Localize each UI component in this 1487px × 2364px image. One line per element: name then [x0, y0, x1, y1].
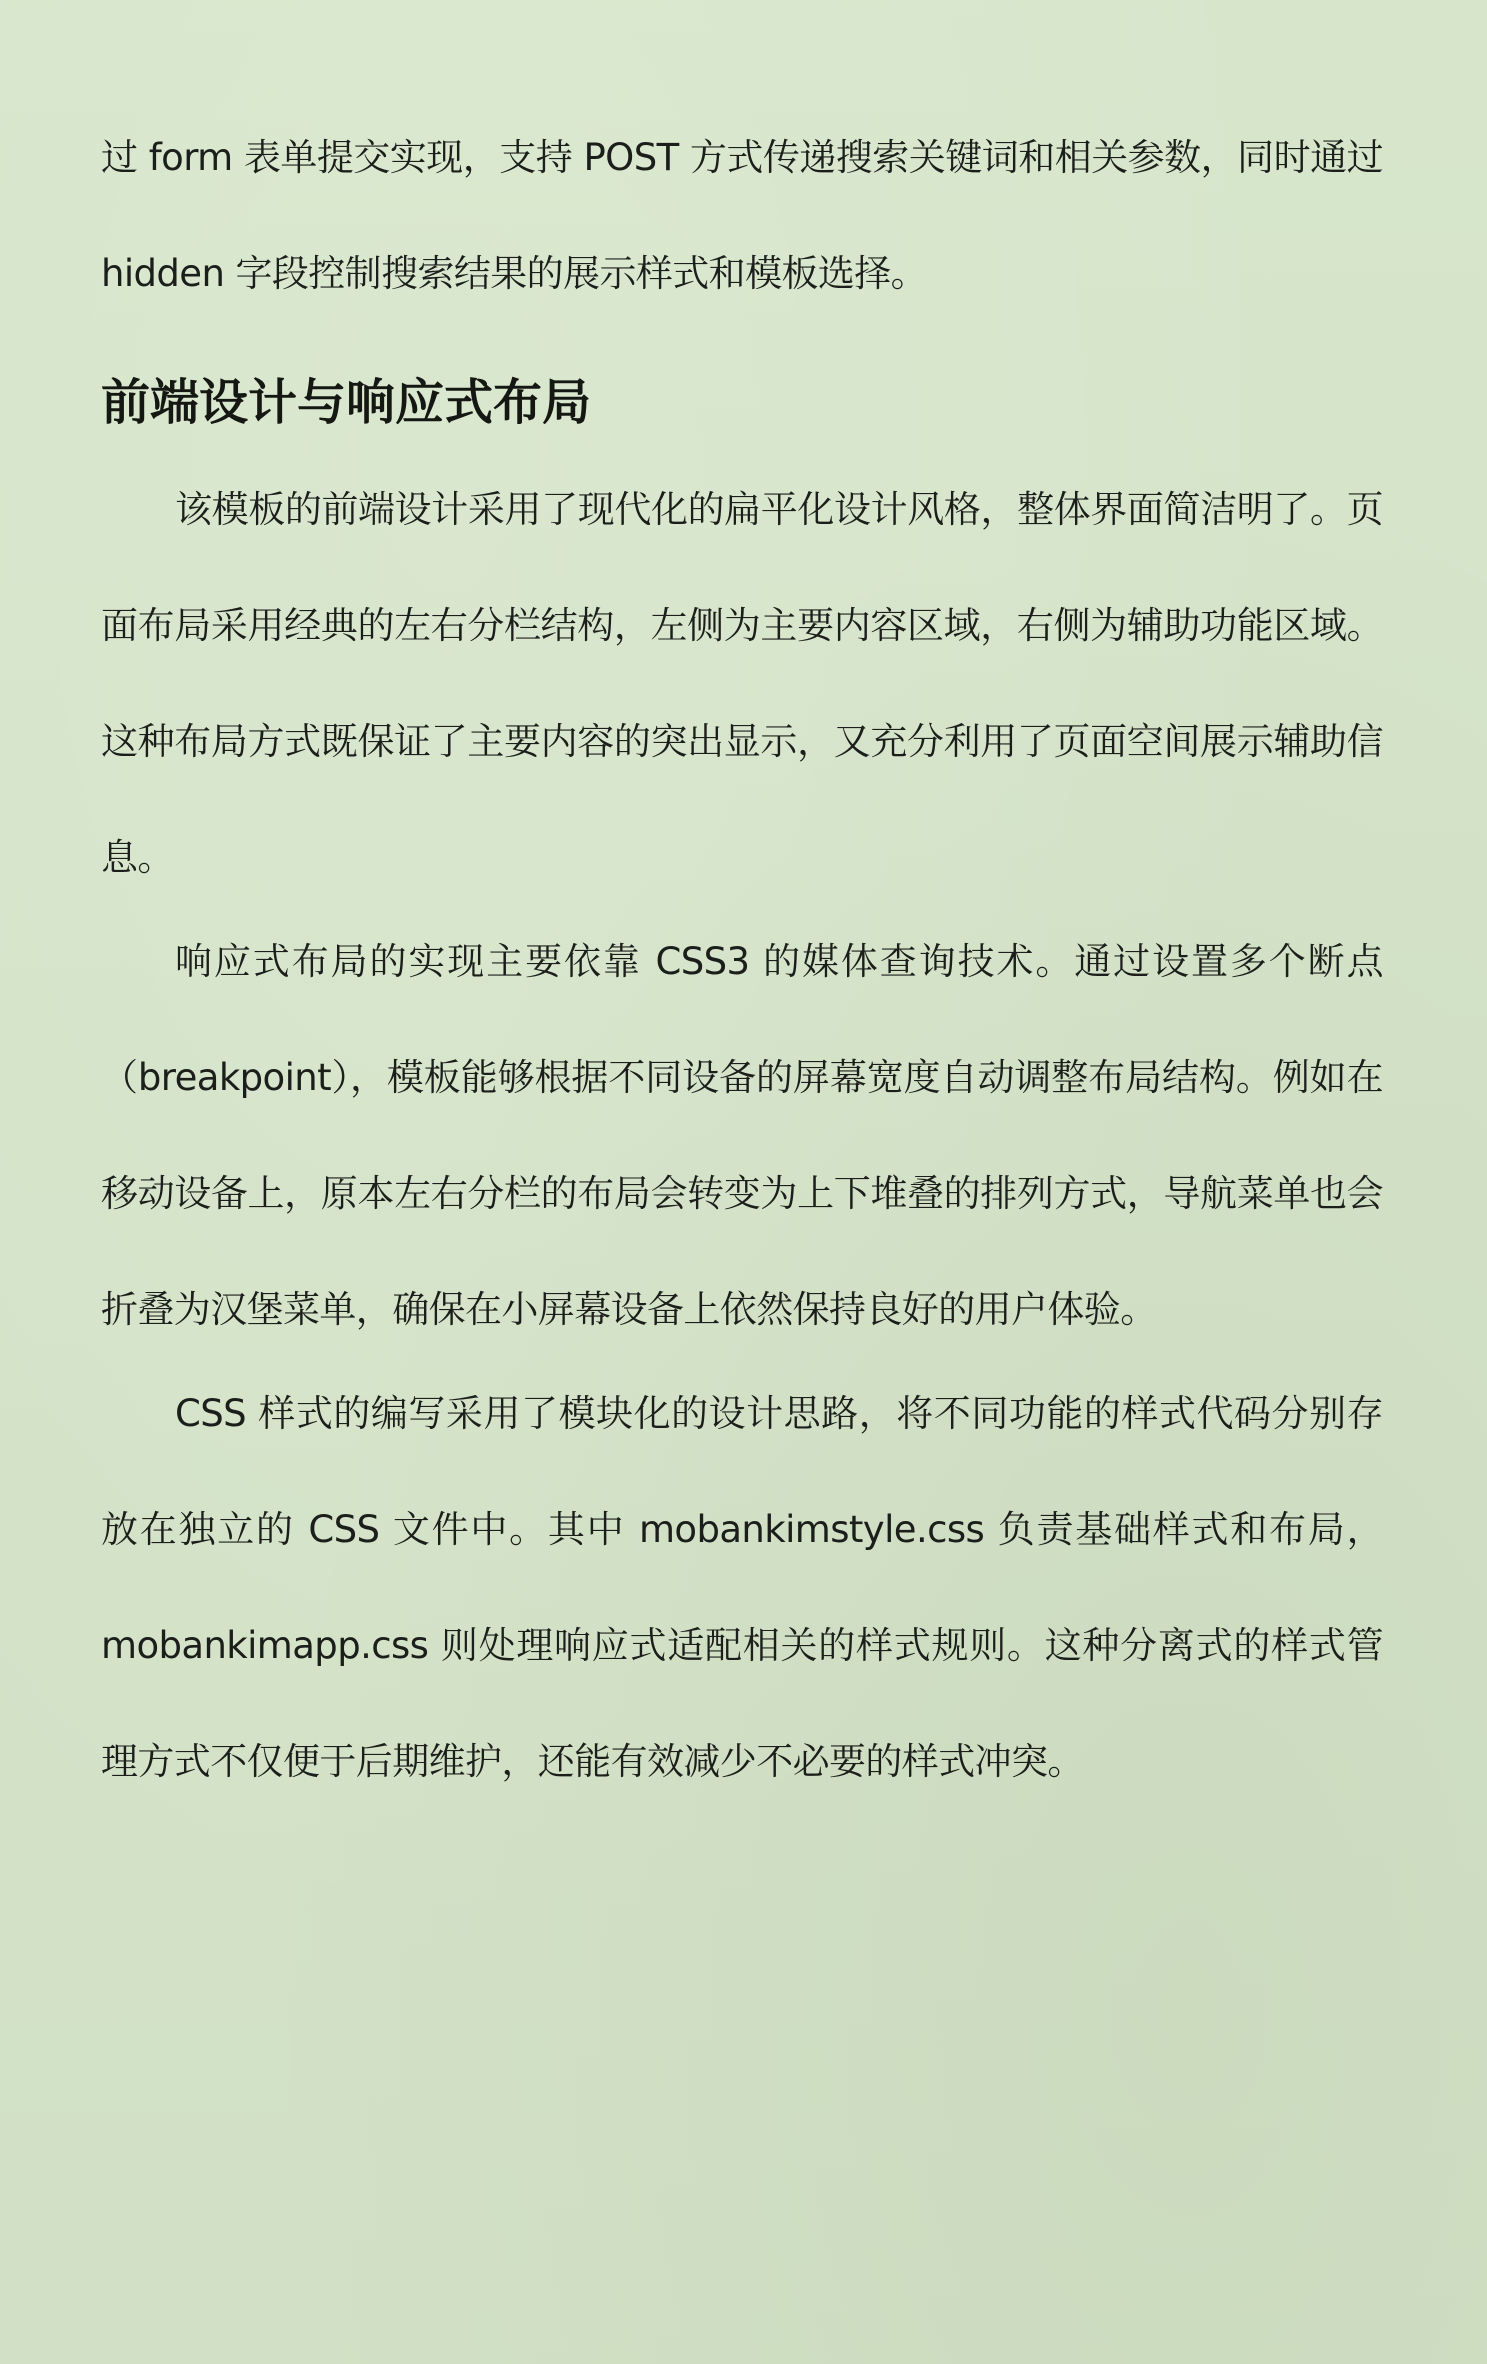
paragraph-css-modules: CSS 样式的编写采用了模块化的设计思路，将不同功能的样式代码分别存放在独立的 CSS 文件中。其中 mobankimstyle.css 负责基础样式和布局，mobankimapp.css 则处理响应式适配相关的样式规则。这种分离式的样式管理方式不仅便于后期维护，还能有效减少不必要的样式冲突。 — [101, 1392, 1383, 1783]
intro-paragraph: 过 form 表单提交实现，支持 POST 方式传递搜索关键词和相关参数，同时通过 hidden 字段控制搜索结果的展示样式和模板选择。 — [101, 136, 1383, 295]
section-heading: 前端设计与响应式布局 — [101, 374, 592, 431]
paragraph-flat-design: 该模板的前端设计采用了现代化的扁平化设计风格，整体界面简洁明了。页面布局采用经典的左右分栏结构，左侧为主要内容区域，右侧为辅助功能区域。这种布局方式既保证了主要内容的突出显示，又充分利用了页面空间展示辅助信息。 — [101, 488, 1383, 879]
paragraph-responsive-layout: 响应式布局的实现主要依靠 CSS3 的媒体查询技术。通过设置多个断点（breakpoint），模板能够根据不同设备的屏幕宽度自动调整布局结构。例如在移动设备上，原本左右分栏的布局会转变为上下堆叠的排列方式，导航菜单也会折叠为汉堡菜单，确保在小屏幕设备上依然保持良好的用户体验。 — [101, 940, 1383, 1331]
